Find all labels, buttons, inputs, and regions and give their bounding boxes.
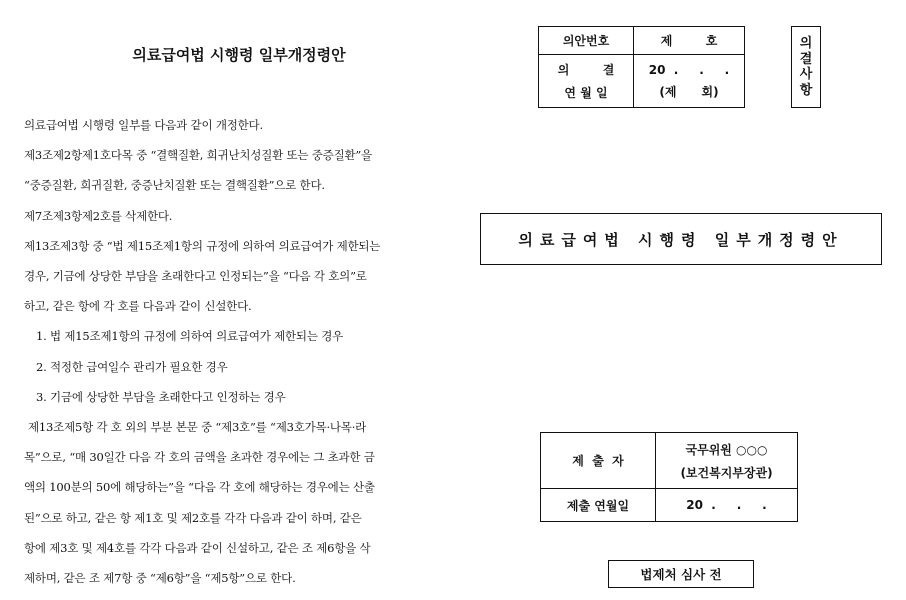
bill-info-table [538,26,745,108]
body-line: 하고, 같은 항에 각 호를 다음과 같이 신설한다. [24,299,252,314]
review-status: 법제처 심사 전 [640,567,722,582]
body-line: 제7조제3항제2호를 삭제한다. [24,208,173,223]
resolution-matters-box [791,26,821,108]
submission-date-label: 제출 연월일 [541,489,656,522]
resolution-date-value [634,55,745,108]
bill-number-value: 제 호 [634,27,745,55]
submitter-title: (보건복지부장관) [680,465,773,480]
body-line: 경우, 기금에 상당한 부담을 초래한다고 인정되는”을 “다음 각 호의”로 [24,269,367,284]
resolution-date-label [539,55,634,108]
document-title: 의료급여법 시행령 일부개정령안 [132,46,346,64]
resolution-date-line: 20 . . . [648,62,730,77]
body-line: 의료급여법 시행령 일부를 다음과 같이 개정한다. [24,118,263,132]
submitter-name: 국무위원 ○○○ [685,442,768,457]
body-line: 제13조제5항 각 호 외의 부분 본문 중 “제3호”를 “제3호가목·나목·라 [28,420,367,435]
resolution-date-label-line: 연 월 일 [564,86,608,100]
resolution-matters-label: 의결사항 [799,36,813,98]
submission-table [540,432,798,522]
main-title: 의료급여법 시행령 일부개정령안 [518,230,844,249]
body-line: 제3조제2항제1호다목 중 “결핵질환, 희귀난치성질환 또는 중증질환”을 [24,148,372,163]
submission-date-value: 20 . . . [656,489,798,522]
submitter-value [656,433,798,489]
resolution-date-label-line: 의 결 [557,63,615,77]
submitter-label: 제 출 자 [541,433,656,489]
review-status-box [608,560,754,588]
body-line: 제하며, 같은 조 제7항 중 “제6항”을 “제5항”으로 한다. [24,571,296,586]
body-line: “중증질환, 희귀질환, 중증난치질환 또는 결핵질환”으로 한다. [24,178,325,193]
body-line: 된”으로 하고, 같은 항 제1호 및 제2호를 각각 다음과 같이 하며, 같은 [24,510,362,525]
main-title-box [480,213,882,265]
list-item: 1. 법 제15조제1항의 규정에 의하여 의료급여가 제한되는 경우 [36,329,344,344]
resolution-session-line: (제 회) [659,84,719,99]
bill-number-label: 의안번호 [539,27,634,55]
body-line: 제13조제3항 중 “법 제15조제1항의 규정에 의하여 의료급여가 제한되는 [24,238,381,253]
amendment-body [24,110,456,593]
body-line: 액의 100분의 50에 해당하는”을 “다음 각 호에 해당하는 경우에는 산출 [24,480,375,495]
body-line: 항에 제3호 및 제4호를 각각 다음과 같이 신설하고, 같은 조 제6항을 삭 [24,540,371,555]
list-item: 3. 기금에 상당한 부담을 초래한다고 인정하는 경우 [36,389,286,404]
body-line: 목”으로, “매 30일간 다음 각 호의 금액을 초과한 경우에는 그 초과한 금 [24,450,375,465]
list-item: 2. 적정한 급여일수 관리가 필요한 경우 [36,359,228,374]
